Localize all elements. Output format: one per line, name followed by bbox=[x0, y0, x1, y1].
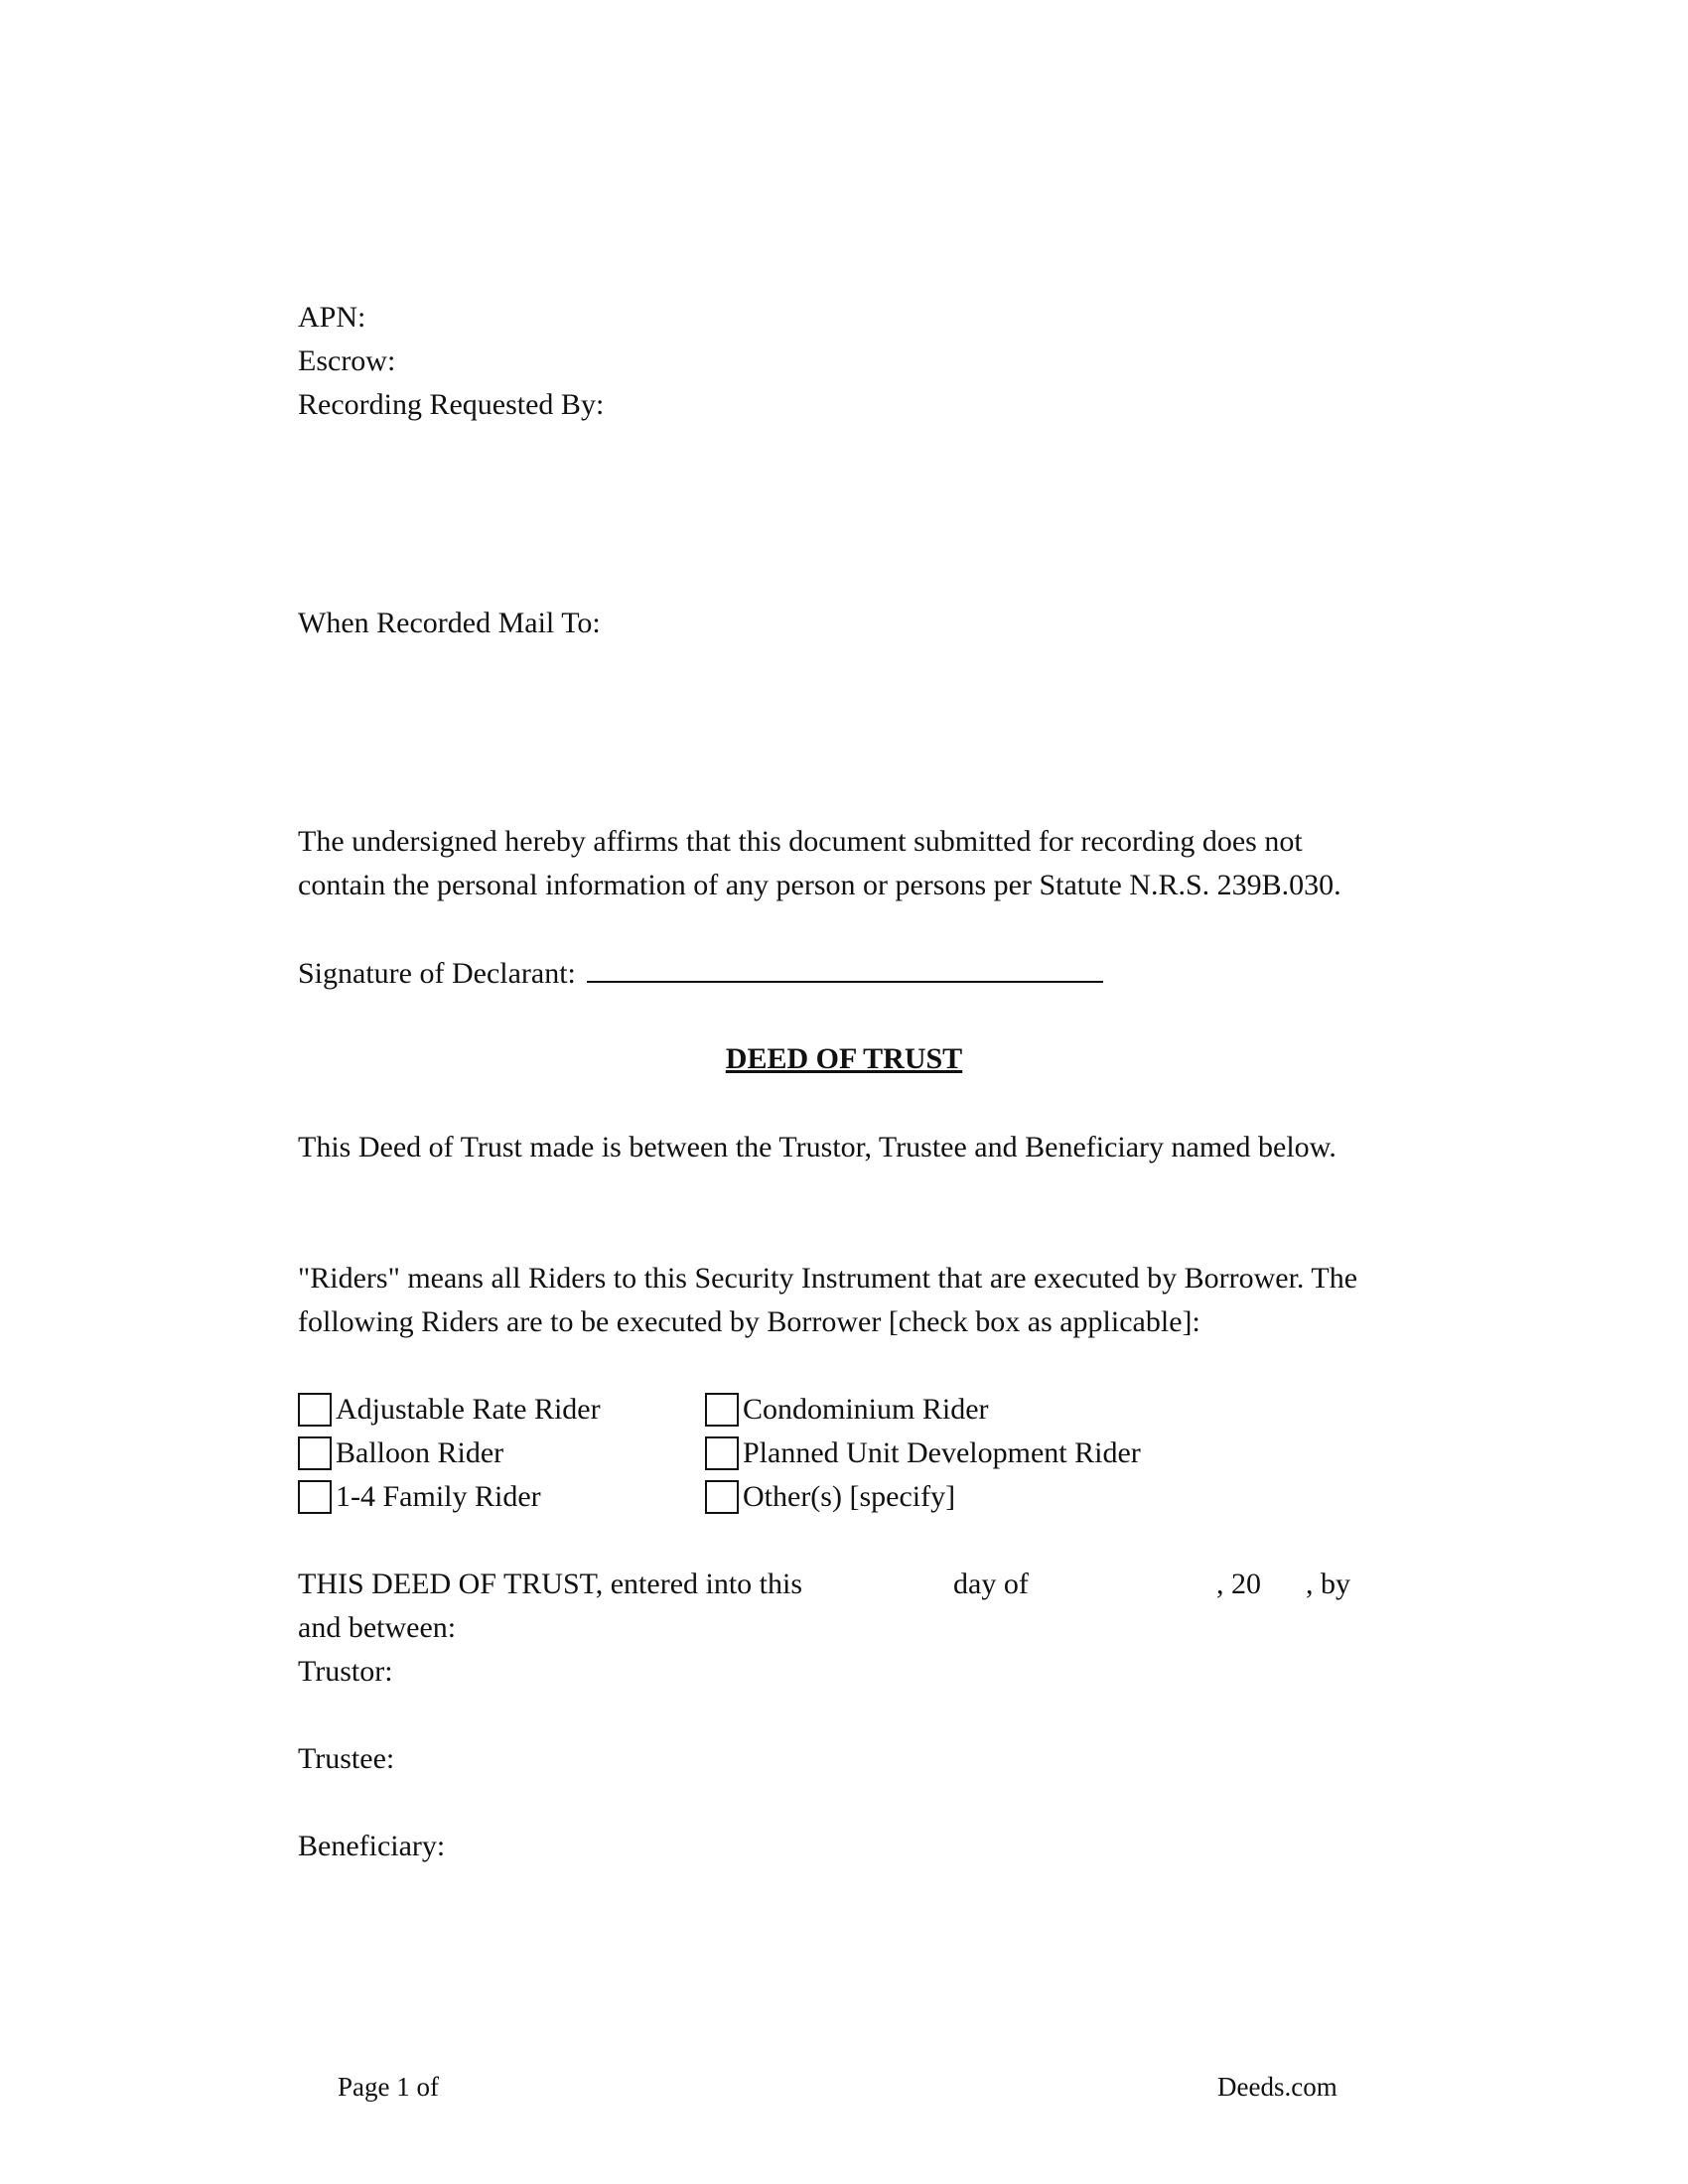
rider-1-4-family[interactable] bbox=[298, 1475, 541, 1519]
rider-others[interactable] bbox=[705, 1475, 955, 1519]
rider-label: Adjustable Rate Rider bbox=[336, 1393, 601, 1426]
entry-clause-year: , 20 bbox=[1216, 1568, 1261, 1600]
signature-label: Signature of Declarant: bbox=[298, 957, 576, 990]
apn-label: APN: bbox=[298, 301, 366, 334]
recording-requested-by-label: Recording Requested By: bbox=[298, 388, 605, 421]
footer-page-number: Page 1 of bbox=[338, 2072, 439, 2102]
rider-label: Planned Unit Development Rider bbox=[743, 1436, 1141, 1469]
rider-label: Condominium Rider bbox=[743, 1393, 989, 1426]
signature-of-declarant bbox=[298, 951, 1103, 996]
rider-adjustable-rate[interactable] bbox=[298, 1388, 601, 1432]
checkbox-adjustable-rate[interactable] bbox=[298, 1393, 332, 1427]
rider-label: Balloon Rider bbox=[336, 1436, 504, 1469]
entry-clause-day-of: day of bbox=[953, 1568, 1029, 1600]
checkbox-1-4-family[interactable] bbox=[298, 1480, 332, 1514]
footer-site: Deeds.com bbox=[1217, 2072, 1337, 2102]
entry-clause-part1: THIS DEED OF TRUST, entered into this bbox=[298, 1568, 803, 1600]
checkbox-balloon[interactable] bbox=[298, 1436, 332, 1470]
rider-label: Other(s) [specify] bbox=[743, 1480, 956, 1513]
entry-clause-by: , by bbox=[1306, 1568, 1350, 1600]
trustee-label: Trustee: bbox=[298, 1742, 395, 1775]
signature-line bbox=[587, 951, 1103, 983]
riders-paragraph: "Riders" means all Riders to this Security Instrument that are executed by Borrower. The following Riders are to be executed by Borrower [check box as applicable]: bbox=[298, 1262, 1358, 1338]
trustor-label: Trustor: bbox=[298, 1655, 393, 1688]
escrow-label: Escrow: bbox=[298, 344, 396, 377]
document-title: DEED OF TRUST bbox=[725, 1042, 963, 1075]
checkbox-condominium[interactable] bbox=[705, 1393, 739, 1427]
rider-condominium[interactable] bbox=[705, 1388, 989, 1432]
entry-clause-between: and between: bbox=[298, 1611, 457, 1644]
checkbox-others[interactable] bbox=[705, 1480, 739, 1514]
beneficiary-label: Beneficiary: bbox=[298, 1830, 446, 1862]
checkbox-planned-unit-development[interactable] bbox=[705, 1436, 739, 1470]
rider-label: 1-4 Family Rider bbox=[336, 1480, 541, 1513]
rider-planned-unit-development[interactable] bbox=[705, 1432, 1141, 1475]
when-recorded-mail-to-label: When Recorded Mail To: bbox=[298, 607, 601, 639]
rider-balloon[interactable] bbox=[298, 1432, 503, 1475]
affirmation-paragraph: The undersigned hereby affirms that this document submitted for recording does not contain the personal information of any person or persons per Statute N.R.S. 239B.030. bbox=[298, 825, 1341, 901]
intro-paragraph: This Deed of Trust made is between the Trustor, Trustee and Beneficiary named below. bbox=[298, 1131, 1336, 1163]
